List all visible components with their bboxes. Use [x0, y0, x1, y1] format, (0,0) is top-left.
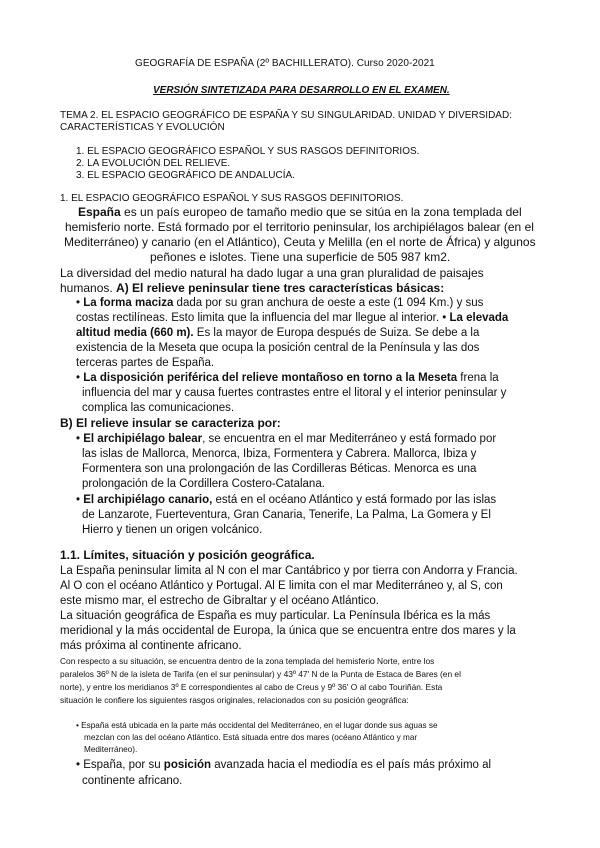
bullet-4-line-3: Hierro y tienen un origen volcánico. — [82, 524, 263, 536]
intro-line-2: hemisferio norte. Está formado por el territorio peninsular, los archipiélagos balear (en el — [65, 220, 534, 234]
bullet-1-line-2: costas rectilíneas. Esto limita que la influencia del mar llegue al interior. • La elevada — [76, 312, 509, 324]
course-title: GEOGRAFÍA DE ESPAÑA (2º BACHILLERATO). Curso 2020-2021 — [135, 58, 435, 69]
situation-line-2: meridional y la más occidental de Europa, la única que se encuentra entre dos mares y la — [60, 625, 516, 637]
section-1-1-heading: 1.1. Límites, situación y posición geográfica. — [60, 548, 315, 562]
outline-item-3: 3. EL ESPACIO GEOGRÁFICO DE ANDALUCÍA. — [76, 170, 295, 181]
bullet-5-line-1: • España, por su posición avanzada hacia el mediodía es el país más próximo al — [76, 759, 492, 771]
diversity-line-1: La diversidad del medio natural ha dado lugar a una gran pluralidad de paisajes — [60, 266, 484, 280]
tema-line-1: TEMA 2. EL ESPACIO GEOGRÁFICO DE ESPAÑA Y SU SINGULARIDAD. UNIDAD Y DIVERSIDAD: — [60, 110, 512, 121]
intro-line-3: Mediterráneo) y canario (en el Atlántico), Ceuta y Melilla (en el norte de África) y algunos — [64, 235, 536, 249]
situation-line-1: La situación geográfica de España es muy particular. La Península Ibérica es la más — [60, 610, 491, 622]
tema-line-2: CARACTERÍSTICAS Y EVOLUCIÓN — [60, 122, 225, 133]
bullet-1-line-3: altitud media (660 m). Es la mayor de Europa después de Suiza. Se debe a la — [76, 327, 480, 339]
tema-heading — [60, 110, 540, 134]
small-line-4: situación le confiere los siguientes rasgos originales, relacionados con su posición geográfica: — [60, 695, 409, 705]
bullet-3-line-1: • El archipiélago balear, se encuentra en el mar Mediterráneo y está formado por — [76, 433, 497, 445]
limits-line-3: este mismo mar, el estrecho de Gibraltar y el océano Atlántico. — [60, 595, 379, 607]
bullet-1-line-5: terceras partes de España. — [76, 357, 215, 369]
small-bullet-line-1: • España está ubicada en la parte más occidental del Mediterráneo, en el lugar donde sus aguas se — [76, 721, 438, 730]
intro-line-4: peñones e islotes. Tiene una superficie de 505 987 km2. — [150, 250, 451, 264]
bullet-1-line-4: existencia de la Meseta que ocupa la posición central de la Península y las dos — [76, 342, 480, 354]
bullet-2-line-2: influencia del mar y causa fuertes contrastes entre el litoral y el interior peninsular y — [82, 387, 507, 399]
bullet-3-line-3: Formentera son una prolongación de las Cordilleras Béticas. Menorca es una — [82, 463, 477, 475]
outline-item-2: 2. LA EVOLUCIÓN DEL RELIEVE. — [76, 158, 231, 169]
intro-line-1: España es un país europeo de tamaño medio que se sitúa en la zona templada del — [78, 205, 522, 219]
small-line-1: Con respecto a su situación, se encuentra dentro de la zona templada del hemisferio Norte, entre los — [60, 656, 435, 666]
bullet-dot-icon: • — [76, 372, 81, 384]
bullet-dot-icon: • — [76, 433, 81, 445]
situation-line-3: más próxima al continente africano. — [60, 640, 242, 652]
insular-heading: B) El relieve insular se caracteriza por: — [60, 416, 281, 430]
document-subtitle: VERSIÓN SINTETIZADA PARA DESARROLLO EN EL EXAMEN. — [153, 85, 450, 96]
bullet-4-line-2: de Lanzarote, Fuerteventura, Gran Canaria, Tenerife, La Palma, La Gomera y El — [82, 509, 491, 521]
diversity-line-2: humanos. A) El relieve peninsular tiene tres características básicas: — [60, 281, 445, 295]
bullet-4-line-1: • El archipiélago canario, está en el océano Atlántico y está formado por las islas — [76, 494, 497, 506]
bullet-dot-icon: • — [76, 721, 79, 730]
bullet-dot-icon: • — [76, 759, 81, 771]
small-line-2: paralelos 36º N de la isleta de Tarifa (en el sur peninsular) y 43º 47' N de la Punta de Estaca de Bares (en el — [60, 669, 461, 679]
bullet-2-line-3: complica las comunicaciones. — [82, 402, 235, 414]
small-line-3: norte), y entre los meridianos 3º E correspondientes al cabo de Creus y 9º 36' O al cabo Touriñán. Esta — [60, 682, 443, 692]
bullet-dot-icon: • — [76, 494, 81, 506]
bullet-2-line-1: • La disposición periférica del relieve montañoso en torno a la Meseta frena la — [76, 372, 499, 384]
small-bullet-line-3: Mediterráneo). — [84, 745, 138, 754]
section-1-heading: 1. EL ESPACIO GEOGRÁFICO ESPAÑOL Y SUS RASGOS DEFINITORIOS. — [60, 193, 404, 204]
intro-bold-espana: España — [78, 205, 121, 219]
bullet-1-line-1: • La forma maciza dada por su gran anchura de oeste a este (1 094 Km.) y sus — [76, 297, 484, 309]
bullet-dot-icon: • — [76, 297, 81, 309]
outline-list — [76, 146, 419, 182]
bullet-3-line-4: prolongación de la Cordillera Costero-Catalana. — [82, 478, 325, 490]
limits-line-1: La España peninsular limita al N con el mar Cantábrico y por tierra con Andorra y Francia. — [60, 565, 518, 577]
bullet-5-line-2: continente africano. — [82, 775, 183, 787]
small-bullet-line-2: mezclan con las del océano Atlántico. Está situada entre dos mares (océano Atlántico y mar — [84, 733, 418, 742]
limits-line-2: Al O con el océano Atlántico y Portugal. Al E limita con el mar Mediterráneo y, al S, con — [60, 580, 503, 592]
bullet-3-line-2: las islas de Mallorca, Menorca, Ibiza, Formentera y Cabrera. Mallorca, Ibiza y — [82, 448, 477, 460]
outline-item-1: 1. EL ESPACIO GEOGRÁFICO ESPAÑOL Y SUS RASGOS DEFINITORIOS. — [76, 146, 420, 157]
